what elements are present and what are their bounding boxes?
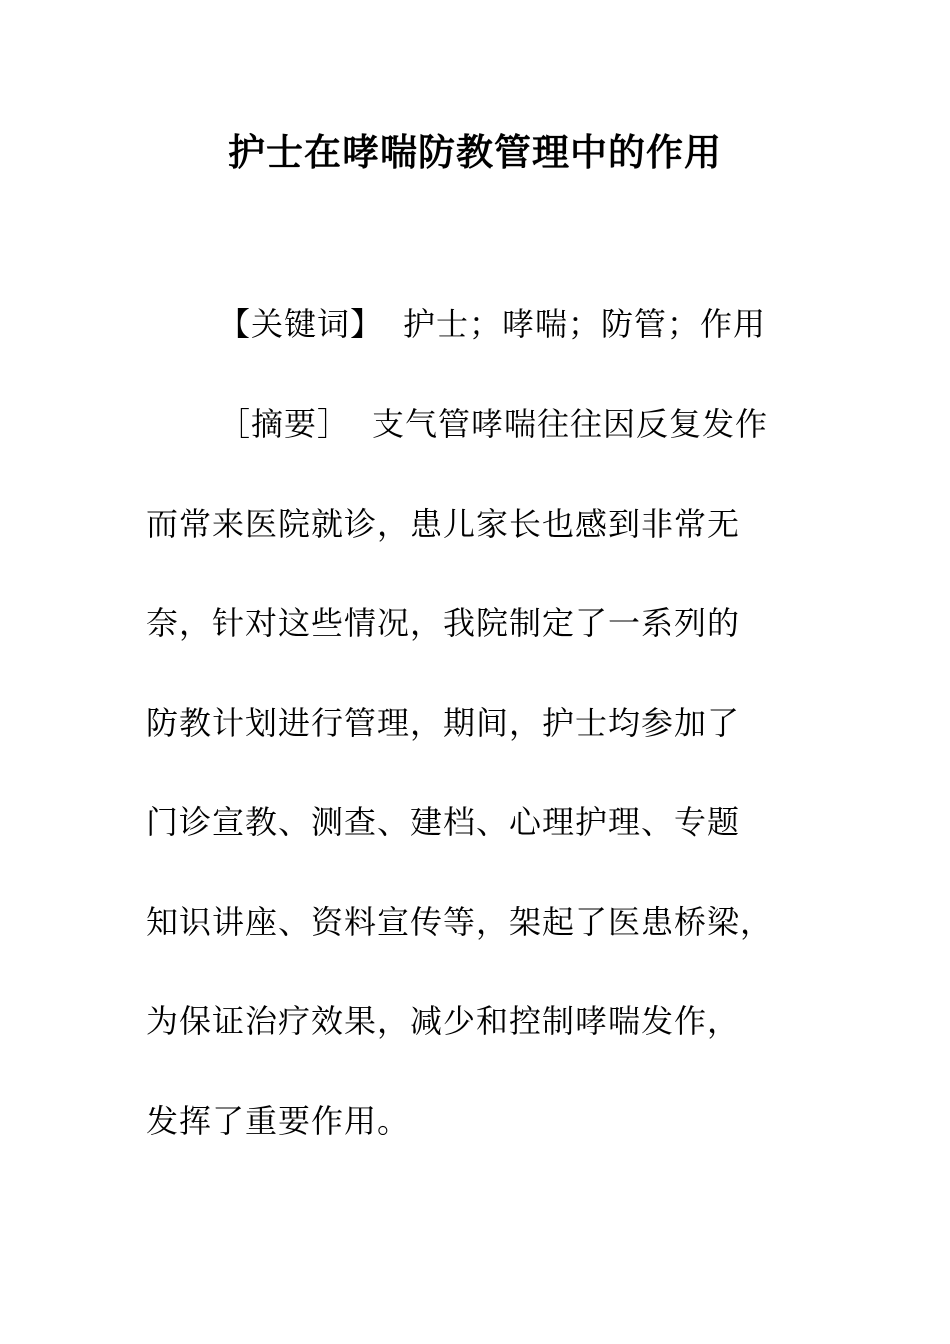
abstract-text-line: 防教计划进行管理，期间，护士均参加了 [146,704,741,742]
keywords-text: 护士；哮喘；防管；作用 [403,305,767,343]
abstract-text-line: 支气管哮喘往往因反复发作 [372,405,769,443]
abstract-line-1 [218,404,878,444]
abstract-text-line: 知识讲座、资料宣传等，架起了医患桥梁， [146,903,774,941]
abstract-text-line: 门诊宣教、测查、建档、心理护理、专题 [146,803,741,841]
abstract-text-line: 而常来医院就诊，患儿家长也感到非常无 [146,505,741,543]
keywords-line [218,304,878,344]
keywords-label: 【关键词】 [218,305,384,343]
abstract-text-line: 发挥了重要作用。 [146,1102,411,1140]
abstract-text-line: 奈，针对这些情况，我院制定了一系列的 [146,604,741,642]
abstract-label: ［摘要］ [218,405,351,443]
document-title: 护士在哮喘防教管理中的作用 [228,130,722,174]
abstract-text-line: 为保证治疗效果，减少和控制哮喘发作， [146,1002,741,1040]
